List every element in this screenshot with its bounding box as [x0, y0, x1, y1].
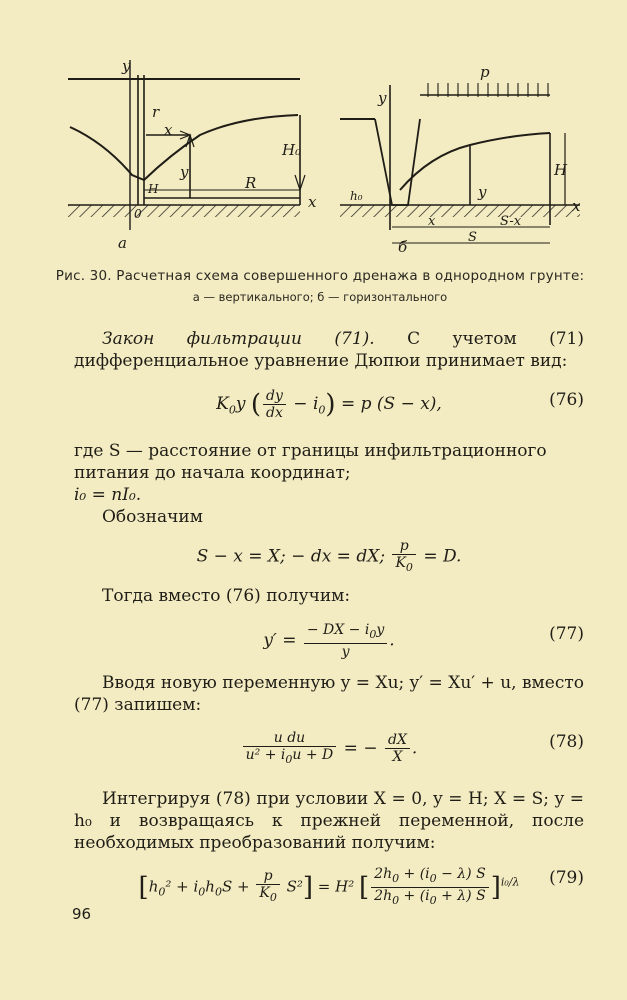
label-b-h: H — [554, 161, 568, 179]
equation-76 — [74, 380, 584, 424]
label-b-y: y — [378, 89, 387, 107]
label-b-h0: h₀ — [350, 189, 363, 203]
equation-76-number: (76) — [549, 390, 584, 410]
equation-78-number: (78) — [549, 732, 584, 752]
paragraph-denote: Обозначим — [102, 507, 203, 527]
equation-77-body: y′ = $\frac{- DX - i_0y}{y}$ . — [263, 622, 395, 660]
label-a-y-inner: y — [180, 163, 189, 181]
paragraph-lead: Закон фильтрации (71). — [102, 329, 375, 349]
equation-76-body: $K_0y$ ( $\frac{dy}{dx}$ − $i_0) = p$ (S − x), — [216, 388, 442, 421]
equation-78-body: $\frac{\text{u du}}{u^2 + i_0u + D}$ = − $\frac{dX}{X}$ . — [74, 730, 584, 768]
paragraph-where — [74, 440, 584, 506]
label-a-r: R — [245, 174, 257, 192]
panel-b — [340, 83, 580, 243]
paragraph-filtration-law — [74, 328, 584, 372]
label-a-h0: H₀ — [282, 141, 302, 159]
equation-78 — [74, 722, 584, 766]
label-b-y-inner: y — [478, 183, 487, 201]
label-a-origin: 0 — [134, 207, 142, 221]
label-a-hk: H — [148, 182, 159, 196]
figure-caption: Рис. 30. Расчетная схема совершенного дренажа в однородном грунте: — [55, 268, 585, 284]
drainage-diagram — [60, 55, 600, 270]
drainage-figure — [60, 55, 600, 270]
paragraph-new-variable: Вводя новую переменную y = Xu; y′ = Xu′ + u, вместо (77) запишем: — [74, 673, 584, 715]
paragraph-then: Тогда вместо (76) получим: — [102, 586, 351, 606]
equation-77-number: (77) — [549, 624, 584, 644]
page-number: 96 — [72, 905, 92, 923]
equation-79 — [74, 858, 584, 907]
label-b-s-dim: S — [468, 230, 477, 245]
label-panel-a: а — [118, 234, 127, 252]
panel-a — [68, 60, 305, 230]
equation-substitution-body: S − x = X; − dx = dX; $\frac{p}{K_0}$ = D. — [196, 538, 462, 574]
label-a-x-axis: x — [308, 193, 317, 211]
equation-79-body: [$h_0^2 + i_0h_0S$ + $\frac{p}{K_0}$ S²] = H² [ $\frac{2h_0 + (i_0 - \lambda) S}{2h_0 + (i_0 + \lambda) S}$ ]$^{i_0/\lambda}$ — [138, 866, 520, 907]
equation-77 — [74, 614, 584, 658]
equation-substitution — [74, 530, 584, 574]
paragraph-integrating: Интегрируя (78) при условии X = 0, y = H; X = S; y = h₀ и возвращаясь к прежней переменной, после необходимых преобразований получим: — [74, 789, 584, 853]
label-a-y: y — [122, 57, 131, 75]
label-b-x-axis: x — [572, 197, 581, 215]
figure-caption-sub: а — вертикального; б — горизонтального — [192, 290, 448, 304]
label-a-rk: r — [152, 103, 160, 121]
label-panel-b: б — [398, 238, 408, 256]
label-b-sx-dim: S-x — [500, 214, 522, 229]
where-line-2: i₀ = nI₀. — [74, 485, 142, 505]
paragraph-body: С учетом (71) дифференциальное уравнение Дюпюи принимает вид: — [74, 329, 585, 371]
label-b-p: p — [480, 63, 490, 81]
label-b-x-dim: x — [428, 214, 436, 229]
where-line-1: где S — расстояние от границы инфильтрационного питания до начала координат; — [74, 441, 547, 483]
equation-79-number: (79) — [549, 868, 584, 888]
label-a-x: x — [164, 121, 173, 139]
